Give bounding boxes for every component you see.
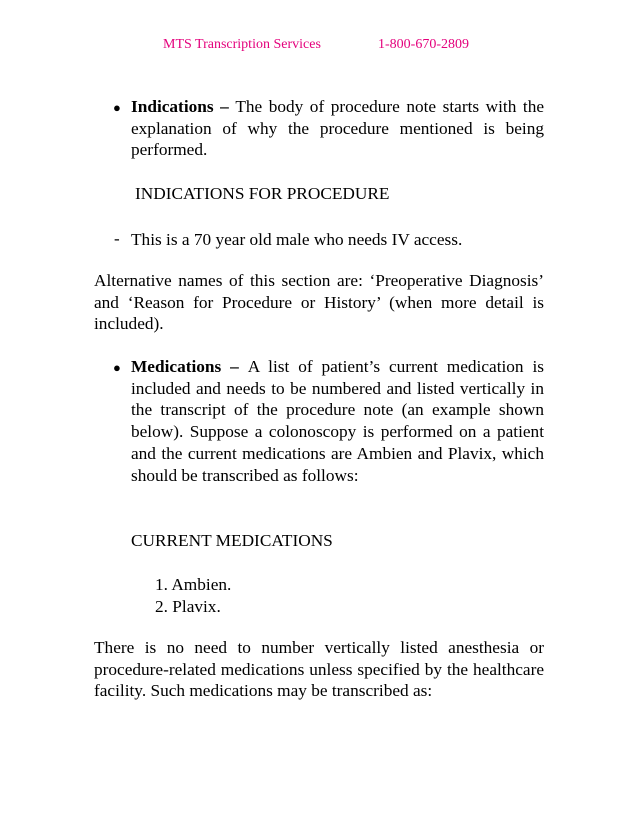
- alternative-names-paragraph: Alternative names of this section are: ‘Preoperative Diagnosis’ and ‘Reason for Procedure or History’ (when more detail is included).: [94, 271, 544, 334]
- medications-separator: –: [221, 357, 248, 376]
- medications-paragraph: [131, 356, 544, 486]
- closing-paragraph: There is no need to number vertically listed anesthesia or procedure-related medications unless specified by the healthcare facility. Such medications may be transcribed as:: [94, 638, 544, 701]
- bullet-icon: ●: [113, 360, 121, 375]
- indications-paragraph: [131, 96, 544, 161]
- phone-number: 1-800-670-2809: [378, 37, 469, 52]
- indications-text: The body of procedure note starts with the explanation of why the procedure mentioned is being performed.: [131, 97, 545, 160]
- medications-term: Medications: [131, 357, 222, 376]
- indications-example: This is a 70 year old male who needs IV access.: [131, 230, 463, 249]
- bullet-icon: ●: [113, 100, 121, 115]
- dash-icon: -: [114, 229, 120, 248]
- current-medications-heading: CURRENT MEDICATIONS: [131, 531, 333, 550]
- medication-list-item: 2. Plavix.: [155, 597, 221, 616]
- indications-separator: –: [213, 97, 236, 116]
- indications-heading: INDICATIONS FOR PROCEDURE: [135, 184, 390, 203]
- indications-term: Indications: [131, 97, 214, 116]
- company-name: MTS Transcription Services: [163, 37, 321, 52]
- medications-text: A list of patient’s current medication is included and needs to be numbered and listed vertically in the transcript of the procedure note (an example shown below). Suppose a colonoscopy is performed on a patient and the current medications are Ambien and Plavix, which should be transcribed as follows:: [131, 357, 545, 485]
- medication-list-item: 1. Ambien.: [155, 575, 232, 594]
